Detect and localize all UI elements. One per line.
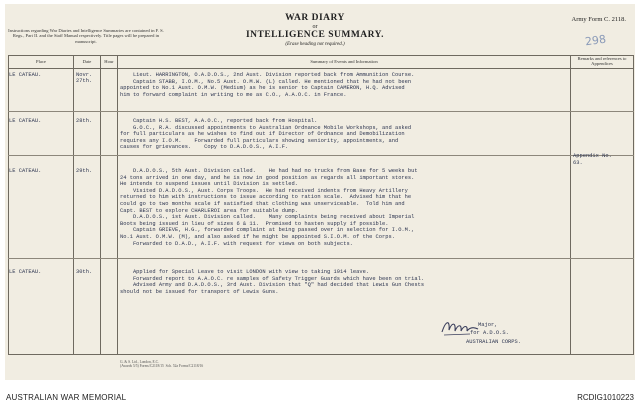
- column-header-remarks: Remarks and references to Appendices: [577, 56, 627, 66]
- table-top-rule: [8, 55, 634, 56]
- footer-institution: AUSTRALIAN WAR MEMORIAL: [6, 393, 127, 402]
- entry-place: LE CATEAU.: [9, 72, 42, 78]
- entry-place: LE CATEAU.: [9, 168, 42, 174]
- army-form-label: Army Form C. 2118.: [571, 16, 626, 23]
- column-header-place: Place: [36, 59, 46, 64]
- column-header-summary: Summary of Events and Information: [310, 59, 378, 64]
- instructions-note: Instructions regarding War Diaries and Intelligence Summaries are contained in F. S. Regs., Part II. and the Staff Manual respectively. Title pages will be prepared in manuscript.: [8, 28, 164, 44]
- entry-divider: [8, 155, 634, 156]
- table-right-rule: [633, 55, 634, 354]
- entry-place: LE CATEAU.: [9, 118, 42, 124]
- title-war-diary: WAR DIARY: [285, 13, 345, 23]
- table-bottom-rule: [8, 354, 634, 355]
- entry-text: Captain H.S. BEST, A.A.O.C., reported back from Hospital. G.O.C., R.A. discussed appointments to Australian Ordnance Mobile Workshops, and asked for full particulars as he wishes to find out if Director of Ordnance and Demobilization requires any I.O.M. Forwarded full particulars showing seniority, appointments, and causes for grievances. Copy to D.A.D.O.S., A.I.F.: [120, 118, 412, 151]
- entry-date: 28th.: [76, 118, 93, 124]
- entry-divider: [8, 111, 634, 112]
- signature-for: for A.D.O.S.: [470, 330, 509, 336]
- title-or: or: [312, 24, 318, 30]
- summary-remarks-divider: [570, 55, 571, 354]
- signature-unit: AUSTRALIAN CORPS.: [466, 339, 521, 345]
- printer-imprint: G. & S. Ltd., London, E.C. (Awards 5/5) Forms/C2118/15 Sch. 52a Forms/C2118/16: [120, 360, 204, 369]
- place-date-divider: [73, 55, 74, 354]
- entry-place: LE CATEAU.: [9, 269, 42, 275]
- appendix-reference: Appendix No. 63.: [573, 153, 612, 166]
- title-note: (Erase heading not required.): [285, 42, 345, 47]
- hour-summary-divider: [117, 55, 118, 354]
- entry-divider: [8, 258, 634, 259]
- entry-text: Lieut. HARRINGTON, O.A.D.O.S., 2nd Aust. Division reported back from Ammunition Course. Captain STABB, I.O.M., No.5 Aust. O.M.W. (L) called. He mentioned that he had not been appointed to No.1 Aust. O.M.W. (Medium) as he is senior to Captain CAMERON, H.Q. Advised him to forward complaint in writing to me as C.O., A.A.O.C. in France.: [120, 72, 415, 98]
- entry-date: Novr. 27th.: [76, 72, 93, 85]
- entry-date: 29th.: [76, 168, 93, 174]
- signature-rank: Major,: [478, 322, 498, 328]
- entry-text: D.A.D.O.S., 5th Aust. Division called. He had had no trucks from Base for 5 weeks but 24 tons arrived in one day, and he is now in good position as regards all important stores. He intends to suspend issues until Division is settled. Visited D.A.D.O.S., Aust. Corps Troops. He had received indents from Heavy Artillery returned to him with instructions to issue according to ration scale. Advised him that he could go to two months scale if satisfied that clothing was unserviceable. Told him and Capt. BEST to explore CHARLEROI area for suitable dump. D.A.D.O.S., 1st Aust. Division called. Many complaints being received about Imperial Boots being issued in lieu of sizes 6 & 11. Promised to hasten supply if possible. Captain GRIEVE, H.G., forwarded complaint at being passed over in selection for I.O.M., No.1 Aust. O.M.W. (M), and also asked if he might be appointed S.I.O.M. of the Corps. Forwarded to D.A.D., A.I.F. with request for views on both subjects.: [120, 168, 418, 247]
- column-header-hour: Hour: [104, 59, 114, 64]
- date-hour-divider: [100, 55, 101, 354]
- title-intelligence-summary: INTELLIGENCE SUMMARY.: [245, 30, 385, 40]
- entry-date: 30th.: [76, 269, 93, 275]
- page-number-stamp: 298: [584, 32, 607, 49]
- footer-record-id: RCDIG1010223: [577, 393, 634, 402]
- table-left-rule: [8, 55, 9, 354]
- entry-text: Applied for Special Leave to visit LONDON with view to taking 1914 leave. Forwarded report to A.A.O.C. re samples of Safety Trigger Guards which have been on trial. Advised Army and D.A.D.O.S., 3rd Aust. Division that "Q" had decided that Lewis Gun Chests should not be issued for transport of Lewis Guns.: [120, 269, 425, 295]
- column-header-date: Date: [82, 59, 92, 64]
- header-bottom-rule: [8, 68, 634, 69]
